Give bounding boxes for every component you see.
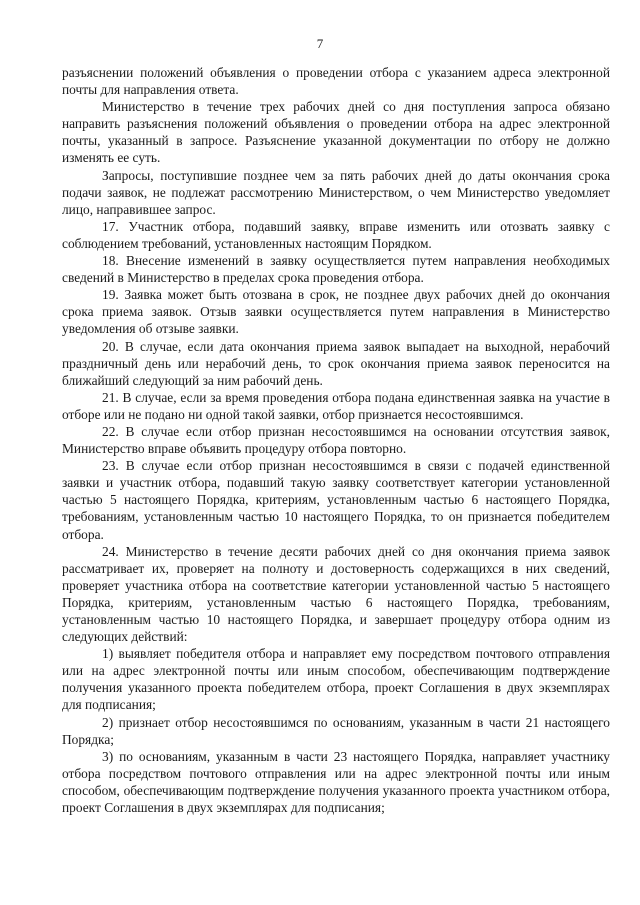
paragraph-subitem-1: 1) выявляет победителя отбора и направляет ему посредством почтового отправления или на адрес электронной почты или иным способом, обеспечивающим подтверждение получения указанного проекта победителем отбора, проект Соглашения в двух экземплярах для подписания; (62, 646, 610, 713)
paragraph-item-18: 18. Внесение изменений в заявку осуществляется путем направления необходимых сведений в Министерство в пределах срока проведения отбора. (62, 253, 610, 286)
paragraph-item-20: 20. В случае, если дата окончания приема заявок выпадает на выходной, нерабочий праздничный день или нерабочий день, то срок окончания приема заявок переносится на ближайший следующий за ним рабочий день. (62, 338, 610, 388)
paragraph-subitem-2: 2) признает отбор несостоявшимся по основаниям, указанным в части 21 настоящего Порядка; (62, 714, 610, 747)
page-number: 7 (316, 36, 324, 51)
paragraph-item-23: 23. В случае если отбор признан несостоявшимся в связи с подачей единственной заявки и участник отбора, подавший такую заявку соответствует категории установленной частью 5 настоящего Порядка, критериям, установленным частью 6 настоящего Порядка, требованиям, установленным частью 10 настоящего Порядка, то он признается победителем отбора. (62, 458, 610, 542)
paragraph-item-21: 21. В случае, если за время проведения отбора подана единственная заявка на участие в отборе или не подано ни одной такой заявки, отбор признается несостоявшимся. (62, 389, 610, 422)
paragraph-item-22: 22. В случае если отбор признан несостоявшимся на основании отсутствия заявок, Министерство вправе объявить процедуру отбора повторно. (62, 423, 610, 457)
paragraph-item-17: 17. Участник отбора, подавший заявку, вправе изменить или отозвать заявку с соблюдением требований, установленных настоящим Порядком. (62, 218, 610, 251)
paragraph-late-requests: Запросы, поступившие позднее чем за пять рабочих дней до даты окончания срока подачи заявок, не подлежат рассмотрению Министерством, о чем Министерство уведомляет лицо, направившее запрос. (62, 167, 610, 217)
paragraph-item-24: 24. Министерство в течение десяти рабочих дней со дня окончания приема заявок рассматривает их, проверяет на полноту и достоверность содержащихся в них сведений, проверяет участника отбора на соответствие категории установленной частью 5 настоящего Порядка, критериям, установленным частью 6 настоящего Порядка, требованиям, установленным частью 10 настоящего Порядка, и завершает процедуру отбора одним из следующих действий: (62, 543, 610, 645)
paragraph-subitem-3: 3) по основаниям, указанным в части 23 настоящего Порядка, направляет участнику отбора посредством почтового отправления или на адрес электронной почты или иным способом, обеспечивающим подтверждение получения указанного проекта участником отбора, проект Соглашения в двух экземплярах для подписания; (62, 748, 610, 816)
paragraph-continuation: разъяснении положений объявления о проведении отбора с указанием адреса электронной почты для направления ответа. (62, 65, 610, 98)
document-body (62, 64, 610, 816)
paragraph-item-19: 19. Заявка может быть отозвана в срок, не позднее двух рабочих дней до окончания срока приема заявок. Отзыв заявки осуществляется путем направления в Министерство уведомления об отзыве заявки. (62, 287, 610, 337)
paragraph-clarification-deadline: Министерство в течение трех рабочих дней со дня поступления запроса обязано направить разъяснения положений объявления о проведении отбора на адрес электронной почты, указанный в запросе. Разъяснение указанной документации по отбору не должно изменять ее суть. (62, 99, 610, 166)
